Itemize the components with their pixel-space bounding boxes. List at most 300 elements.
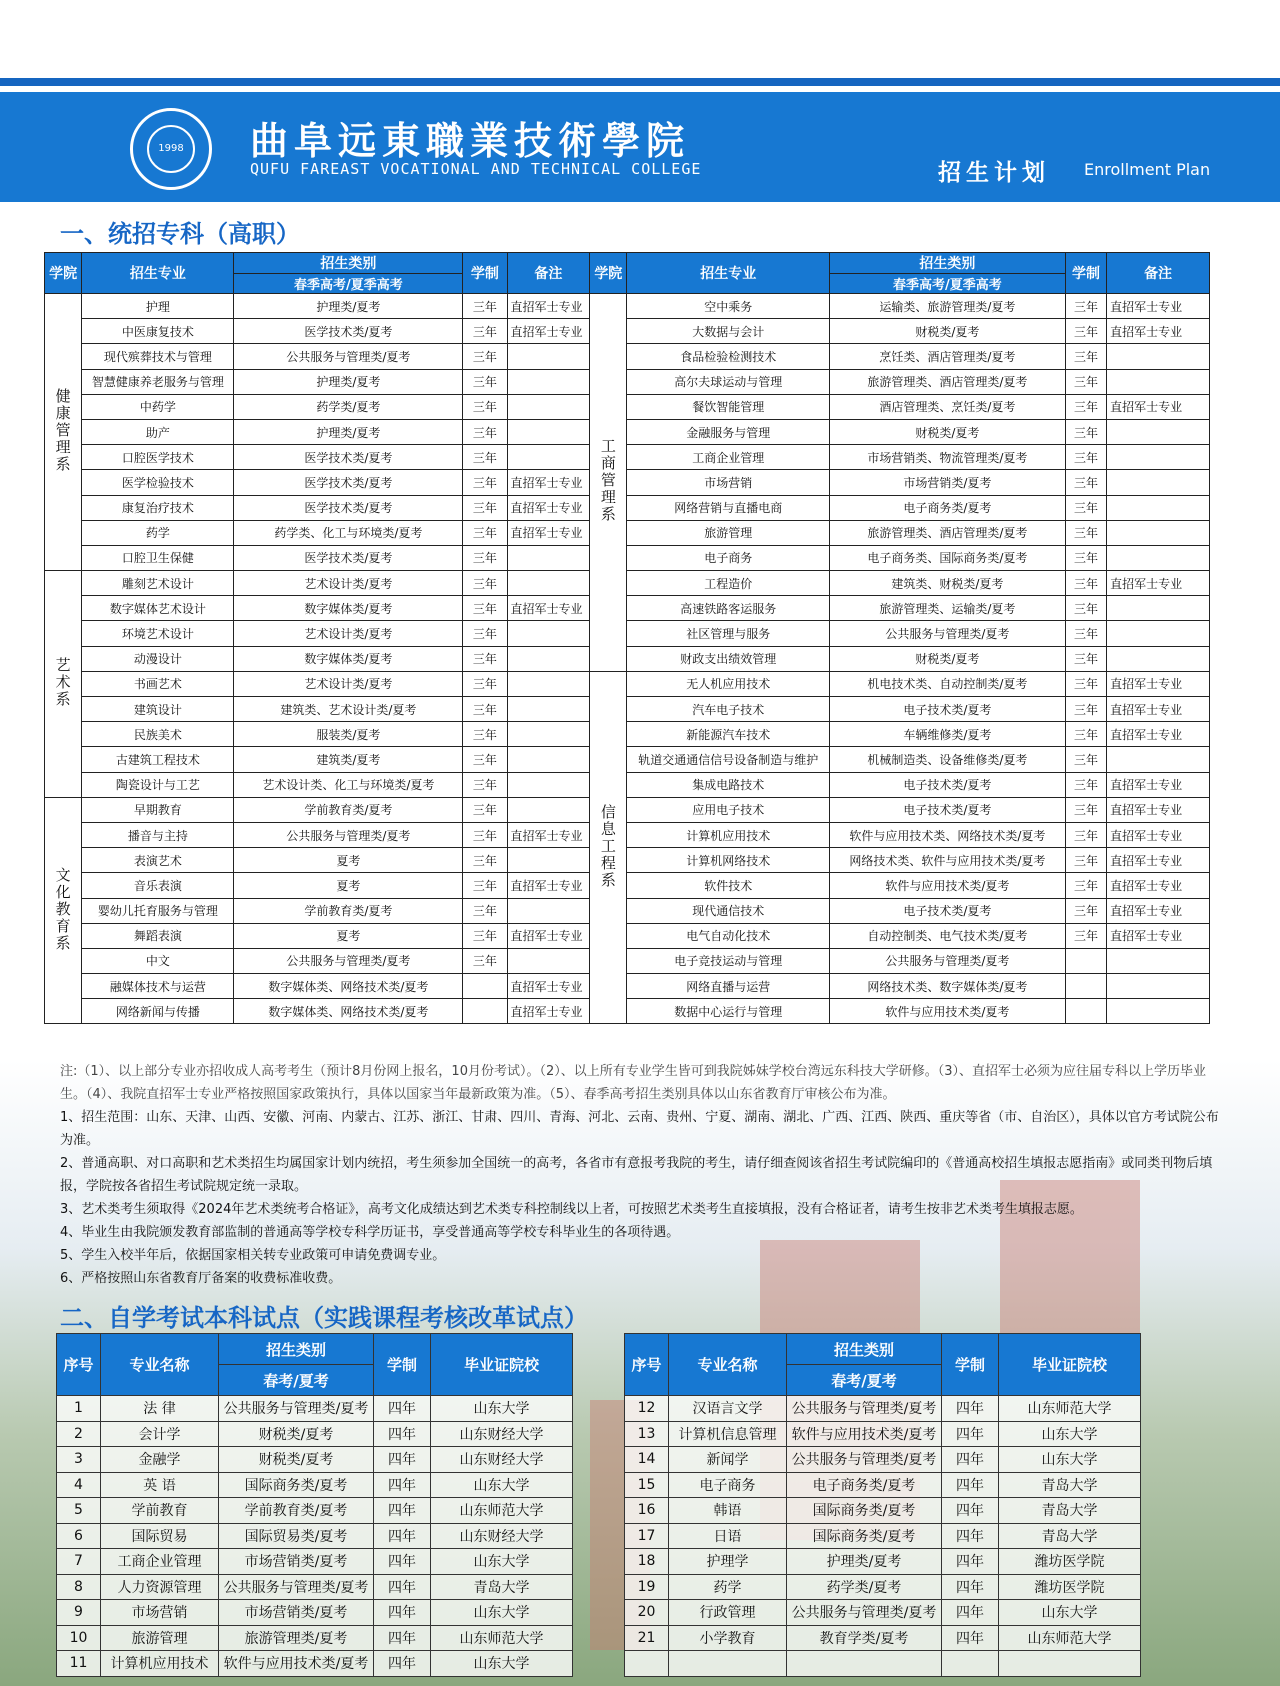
cell-no (625, 1651, 669, 1677)
cell-remark: 直招军士专业 (507, 520, 590, 545)
cell-remark (1107, 646, 1210, 671)
cell-major: 早期教育 (82, 797, 234, 822)
cell-school: 山东师范大学 (999, 1396, 1141, 1422)
cell-remark (507, 571, 590, 596)
table-row (45, 873, 1210, 898)
cell-years: 三年 (463, 923, 507, 948)
cell-category: 教育学类/夏考 (787, 1625, 942, 1651)
table-row (45, 419, 1210, 444)
cell-no: 3 (57, 1447, 101, 1473)
cell-category: 公共服务与管理类/夏考 (787, 1396, 942, 1422)
table-row (57, 1523, 573, 1549)
cell-years: 四年 (374, 1651, 431, 1677)
cell-remark (507, 671, 590, 696)
header-remark: 备注 (507, 253, 590, 294)
cell-category: 电子技术类/夏考 (830, 697, 1066, 722)
cell-category: 国际贸易类/夏考 (219, 1523, 374, 1549)
cell-major: 人力资源管理 (101, 1574, 219, 1600)
cell-category: 护理类/夏考 (234, 294, 463, 319)
cell-major: 高速铁路客运服务 (627, 596, 830, 621)
cell-major: 中文 (82, 948, 234, 973)
cell-years: 三年 (463, 671, 507, 696)
cell-category: 夏考 (234, 873, 463, 898)
cell-major (669, 1651, 787, 1677)
table-row (57, 1396, 573, 1422)
cell-major: 数据中心运行与管理 (627, 999, 830, 1024)
cell-years: 三年 (463, 495, 507, 520)
cell-category: 电子商务类/夏考 (787, 1472, 942, 1498)
cell-category: 网络技术类、软件与应用技术类/夏考 (830, 848, 1066, 873)
table-row (57, 1472, 573, 1498)
table-row (625, 1523, 1141, 1549)
cell-remark (1107, 470, 1210, 495)
cell-major: 婴幼儿托育服务与管理 (82, 898, 234, 923)
cell-category: 夏考 (234, 923, 463, 948)
cell-category: 电子技术类/夏考 (830, 898, 1066, 923)
cell-remark: 直招军士专业 (1107, 571, 1210, 596)
cell-major: 工商企业管理 (627, 445, 830, 470)
table-row (45, 722, 1210, 747)
cell-category: 电子技术类/夏考 (830, 772, 1066, 797)
cell-years: 三年 (463, 596, 507, 621)
cell-school: 青岛大学 (431, 1574, 573, 1600)
header-school: 毕业证院校 (999, 1334, 1141, 1396)
cell-remark (507, 445, 590, 470)
cell-school: 山东财经大学 (431, 1421, 573, 1447)
cell-remark (1107, 419, 1210, 444)
cell-major: 智慧健康养老服务与管理 (82, 369, 234, 394)
cell-remark (1107, 445, 1210, 470)
table-row (625, 1421, 1141, 1447)
cell-years: 三年 (463, 571, 507, 596)
plan-title-en: Enrollment Plan (1084, 160, 1211, 179)
cell-major: 工程造价 (627, 571, 830, 596)
cell-major: 韩语 (669, 1498, 787, 1524)
cell-remark (1107, 621, 1210, 646)
cell-years: 三年 (1065, 445, 1106, 470)
table-row (45, 470, 1210, 495)
cell-remark: 直招军士专业 (1107, 898, 1210, 923)
cell-years: 三年 (463, 697, 507, 722)
cell-category: 运输类、旅游管理类/夏考 (830, 294, 1066, 319)
cell-remark: 直招军士专业 (507, 999, 590, 1024)
cell-category: 艺术设计类、化工与环境类/夏考 (234, 772, 463, 797)
cell-major: 英 语 (101, 1472, 219, 1498)
cell-years: 三年 (1065, 621, 1106, 646)
plan-title-cn: 招生计划 (938, 160, 1050, 186)
table-row (45, 797, 1210, 822)
cell-remark: 直招军士专业 (1107, 319, 1210, 344)
cell-no: 10 (57, 1625, 101, 1651)
cell-major: 网络直播与运营 (627, 974, 830, 999)
cell-years: 四年 (942, 1396, 999, 1422)
table-row (45, 697, 1210, 722)
cell-years: 三年 (463, 646, 507, 671)
cell-major: 书画艺术 (82, 671, 234, 696)
cell-no: 12 (625, 1396, 669, 1422)
cell-remark (1107, 596, 1210, 621)
cell-category: 软件与应用技术类/夏考 (830, 999, 1066, 1024)
cell-no: 2 (57, 1421, 101, 1447)
cell-category: 软件与应用技术类、网络技术类/夏考 (830, 822, 1066, 847)
cell-category: 护理类/夏考 (234, 369, 463, 394)
table-row (625, 1498, 1141, 1524)
cell-years (463, 999, 507, 1024)
cell-years: 三年 (463, 948, 507, 973)
cell-category: 医学技术类/夏考 (234, 319, 463, 344)
cell-years: 三年 (1065, 419, 1106, 444)
cell-major: 陶瓷设计与工艺 (82, 772, 234, 797)
cell-years: 四年 (942, 1447, 999, 1473)
cell-years: 三年 (463, 822, 507, 847)
cell-no: 21 (625, 1625, 669, 1651)
cell-years: 三年 (463, 797, 507, 822)
cell-category: 服装类/夏考 (234, 722, 463, 747)
cell-major: 环境艺术设计 (82, 621, 234, 646)
notes-block (60, 1060, 1230, 1290)
cell-no: 14 (625, 1447, 669, 1473)
cell-school: 山东大学 (999, 1600, 1141, 1626)
cell-years: 四年 (374, 1600, 431, 1626)
cell-major: 市场营销 (101, 1600, 219, 1626)
cell-major: 口腔卫生保健 (82, 545, 234, 570)
table-row (57, 1651, 573, 1677)
cell-remark (507, 898, 590, 923)
department-name: 文化教育系 (53, 866, 72, 952)
cell-category: 医学技术类/夏考 (234, 445, 463, 470)
table-row (45, 646, 1210, 671)
cell-remark (1107, 974, 1210, 999)
cell-major: 行政管理 (669, 1600, 787, 1626)
cell-remark (1107, 344, 1210, 369)
cell-years: 三年 (1065, 873, 1106, 898)
cell-years: 四年 (374, 1498, 431, 1524)
cell-category: 医学技术类/夏考 (234, 495, 463, 520)
cell-remark (507, 394, 590, 419)
cell-years: 四年 (374, 1549, 431, 1575)
cell-no: 15 (625, 1472, 669, 1498)
cell-remark: 直招军士专业 (507, 495, 590, 520)
department-cell (45, 571, 82, 798)
cell-years (942, 1651, 999, 1677)
table-row (45, 923, 1210, 948)
cell-major: 康复治疗技术 (82, 495, 234, 520)
cell-school: 山东大学 (431, 1651, 573, 1677)
table-row (625, 1651, 1141, 1677)
table-row (45, 747, 1210, 772)
header-category: 招生类别 (787, 1334, 942, 1365)
table-row (625, 1574, 1141, 1600)
cell-major: 集成电路技术 (627, 772, 830, 797)
cell-remark (507, 344, 590, 369)
cell-major: 融媒体技术与运营 (82, 974, 234, 999)
cell-category: 电子技术类/夏考 (830, 797, 1066, 822)
cell-major: 无人机应用技术 (627, 671, 830, 696)
cell-years: 三年 (1065, 848, 1106, 873)
note-item: 2、普通高职、对口高职和艺术类招生均属国家计划内统招，考生须参加全国统一的高考，各省市有意报考我院的考生，请仔细查阅该省招生考试院编印的《普通高校招生填报志愿指南》或同类刊物后填报，学院按各省招生考试院规定统一录取。 (60, 1156, 1213, 1194)
cell-school: 山东财经大学 (431, 1447, 573, 1473)
cell-years: 三年 (1065, 596, 1106, 621)
cell-category: 市场营销类、物流管理类/夏考 (830, 445, 1066, 470)
cell-school: 山东师范大学 (431, 1625, 573, 1651)
cell-category: 机电技术类、自动控制类/夏考 (830, 671, 1066, 696)
cell-category: 公共服务与管理类/夏考 (219, 1396, 374, 1422)
cell-major: 旅游管理 (627, 520, 830, 545)
cell-category: 车辆维修类/夏考 (830, 722, 1066, 747)
cell-remark (507, 646, 590, 671)
cell-category: 公共服务与管理类/夏考 (830, 948, 1066, 973)
table-row (45, 621, 1210, 646)
note-item: 5、学生入校半年后，依据国家相关转专业政策可申请免费调专业。 (60, 1248, 446, 1263)
cell-years: 三年 (463, 545, 507, 570)
cell-years: 三年 (463, 394, 507, 419)
cell-remark (1107, 545, 1210, 570)
cell-category: 建筑类/夏考 (234, 747, 463, 772)
logo-year: 1998 (147, 125, 195, 173)
selfexam-table-left (56, 1333, 573, 1677)
department-name: 艺术系 (53, 656, 72, 708)
cell-years: 三年 (1065, 495, 1106, 520)
cell-years: 三年 (1065, 394, 1106, 419)
cell-years: 四年 (942, 1600, 999, 1626)
table-row (625, 1549, 1141, 1575)
cell-major: 计算机网络技术 (627, 848, 830, 873)
table-row (57, 1498, 573, 1524)
header-remark: 备注 (1107, 253, 1210, 294)
cell-years: 三年 (1065, 822, 1106, 847)
note-item: 3、艺术类考生须取得《2024年艺术类统考合格证》，高考文化成绩达到艺术类专科控制线以上者，可按照艺术类考生直接填报，没有合格证者，请考生按非艺术类考生填报志愿。 (60, 1202, 1083, 1217)
cell-major: 表演艺术 (82, 848, 234, 873)
cell-years: 四年 (374, 1574, 431, 1600)
cell-remark (1107, 747, 1210, 772)
table-row (45, 294, 1210, 319)
header-years: 学制 (1065, 253, 1106, 294)
cell-years (1065, 948, 1106, 973)
cell-major: 小学教育 (669, 1625, 787, 1651)
cell-remark: 直招军士专业 (1107, 822, 1210, 847)
cell-years: 三年 (1065, 571, 1106, 596)
cell-major: 护理 (82, 294, 234, 319)
table-row (57, 1447, 573, 1473)
cell-category: 艺术设计类/夏考 (234, 621, 463, 646)
cell-major: 计算机信息管理 (669, 1421, 787, 1447)
header-category-sub: 春季高考/夏季高考 (234, 274, 463, 294)
cell-category: 国际商务类/夏考 (787, 1523, 942, 1549)
header-category: 招生类别 (234, 253, 463, 274)
table-row (625, 1600, 1141, 1626)
cell-school: 山东师范大学 (999, 1625, 1141, 1651)
cell-years (463, 974, 507, 999)
cell-category: 公共服务与管理类/夏考 (234, 822, 463, 847)
college-name-cn: 曲阜远東職業技術學院 (250, 118, 691, 163)
cell-category: 软件与应用技术类/夏考 (830, 873, 1066, 898)
cell-category: 学前教育类/夏考 (234, 898, 463, 923)
cell-years: 四年 (374, 1472, 431, 1498)
cell-category: 财税类/夏考 (830, 646, 1066, 671)
cell-category: 建筑类、艺术设计类/夏考 (234, 697, 463, 722)
cell-school: 山东大学 (431, 1549, 573, 1575)
selfexam-table-right (624, 1333, 1141, 1677)
cell-years: 三年 (463, 722, 507, 747)
cell-category: 网络技术类、数字媒体类/夏考 (830, 974, 1066, 999)
table-row (45, 948, 1210, 973)
department-name: 健康管理系 (53, 388, 72, 474)
cell-years: 三年 (1065, 369, 1106, 394)
cell-school: 青岛大学 (999, 1523, 1141, 1549)
cell-school: 山东财经大学 (431, 1523, 573, 1549)
table-row (45, 974, 1210, 999)
cell-years (1065, 974, 1106, 999)
cell-remark: 直招军士专业 (507, 873, 590, 898)
cell-years: 三年 (463, 520, 507, 545)
cell-major: 社区管理与服务 (627, 621, 830, 646)
department-name: 工商管理系 (598, 438, 617, 524)
table-row (45, 394, 1210, 419)
header-category-sub: 春季高考/夏季高考 (830, 274, 1066, 294)
cell-major: 药学 (669, 1574, 787, 1600)
cell-major: 中医康复技术 (82, 319, 234, 344)
table-row (45, 898, 1210, 923)
cell-remark: 直招军士专业 (1107, 797, 1210, 822)
cell-major: 中药学 (82, 394, 234, 419)
cell-school (999, 1651, 1141, 1677)
cell-remark (507, 797, 590, 822)
cell-no: 4 (57, 1472, 101, 1498)
cell-remark (507, 697, 590, 722)
table-row (45, 495, 1210, 520)
cell-remark (507, 621, 590, 646)
cell-years: 四年 (942, 1472, 999, 1498)
cell-major: 计算机应用技术 (101, 1651, 219, 1677)
header-category: 招生类别 (830, 253, 1066, 274)
cell-category: 护理类/夏考 (234, 419, 463, 444)
top-rule (0, 78, 1280, 86)
cell-years: 三年 (463, 873, 507, 898)
cell-category: 数字媒体类、网络技术类/夏考 (234, 999, 463, 1024)
cell-no: 11 (57, 1651, 101, 1677)
cell-major: 国际贸易 (101, 1523, 219, 1549)
table-row (625, 1396, 1141, 1422)
table-row (45, 369, 1210, 394)
cell-no: 20 (625, 1600, 669, 1626)
cell-years: 四年 (942, 1625, 999, 1651)
cell-remark: 直招军士专业 (1107, 873, 1210, 898)
cell-years: 三年 (1065, 898, 1106, 923)
cell-major: 金融服务与管理 (627, 419, 830, 444)
cell-major: 高尔夫球运动与管理 (627, 369, 830, 394)
cell-major: 财政支出绩效管理 (627, 646, 830, 671)
cell-major: 空中乘务 (627, 294, 830, 319)
header-category: 招生类别 (219, 1334, 374, 1365)
header-years: 学制 (374, 1334, 431, 1396)
cell-remark (507, 419, 590, 444)
cell-category: 酒店管理类、烹饪类/夏考 (830, 394, 1066, 419)
cell-category: 市场营销类/夏考 (219, 1600, 374, 1626)
header-category-sub: 春考/夏考 (787, 1365, 942, 1396)
cell-years: 三年 (1065, 797, 1106, 822)
cell-school: 潍坊医学院 (999, 1574, 1141, 1600)
table-row (57, 1549, 573, 1575)
cell-remark: 直招军士专业 (1107, 697, 1210, 722)
cell-category: 数字媒体类/夏考 (234, 596, 463, 621)
cell-school: 青岛大学 (999, 1472, 1141, 1498)
cell-category: 药学类/夏考 (234, 394, 463, 419)
cell-school: 潍坊医学院 (999, 1549, 1141, 1575)
table-row (625, 1447, 1141, 1473)
cell-category: 旅游管理类、酒店管理类/夏考 (830, 520, 1066, 545)
section1-title: 一、统招专科（高职） (60, 220, 300, 248)
cell-years: 三年 (1065, 344, 1106, 369)
cell-major: 学前教育 (101, 1498, 219, 1524)
table-row (57, 1421, 573, 1447)
cell-no: 7 (57, 1549, 101, 1575)
cell-category: 数字媒体类、网络技术类/夏考 (234, 974, 463, 999)
cell-years: 三年 (1065, 294, 1106, 319)
cell-remark (507, 545, 590, 570)
cell-years: 四年 (374, 1447, 431, 1473)
cell-years: 三年 (1065, 646, 1106, 671)
cell-remark (507, 722, 590, 747)
note-item: 4、毕业生由我院颁发教育部监制的普通高等学校专科学历证书，享受普通高等学校专科毕业生的各项待遇。 (60, 1225, 680, 1240)
header-category-sub: 春考/夏考 (219, 1365, 374, 1396)
cell-major: 法 律 (101, 1396, 219, 1422)
cell-school: 山东师范大学 (431, 1498, 573, 1524)
table-row (45, 445, 1210, 470)
department-cell (45, 294, 82, 571)
table-row (45, 571, 1210, 596)
note-item: 6、严格按照山东省教育厅备案的收费标准收费。 (60, 1271, 342, 1286)
cell-major: 旅游管理 (101, 1625, 219, 1651)
header-school: 毕业证院校 (431, 1334, 573, 1396)
cell-remark (1107, 948, 1210, 973)
cell-years: 三年 (463, 470, 507, 495)
college-logo (130, 108, 212, 190)
cell-category: 公共服务与管理类/夏考 (234, 344, 463, 369)
cell-remark: 直招军士专业 (507, 294, 590, 319)
cell-no: 13 (625, 1421, 669, 1447)
table-row (57, 1574, 573, 1600)
cell-category: 烹饪类、酒店管理类/夏考 (830, 344, 1066, 369)
table-row (45, 772, 1210, 797)
college-name-en: QUFU FAREAST VOCATIONAL AND TECHNICAL COLLEGE (250, 160, 702, 178)
cell-remark: 直招军士专业 (1107, 923, 1210, 948)
cell-category: 软件与应用技术类/夏考 (787, 1421, 942, 1447)
notes-remark: 注:（1）、以上部分专业亦招收成人高考考生（预计8月份网上报名，10月份考试）。（2）、以上所有专业学生皆可到我院姊妹学校台湾远东科技大学研修。（3）、直招军士必须为应往届专科以上学历毕业生。（4）、我院直招军士专业严格按照国家政策执行，具体以国家当年最新政策为准。（5）、春季高考招生类别具体以山东省教育厅审核公布为准。 (60, 1064, 1207, 1102)
cell-category: 国际商务类/夏考 (219, 1472, 374, 1498)
cell-years: 三年 (463, 319, 507, 344)
header-years: 学制 (942, 1334, 999, 1396)
header-college: 学院 (45, 253, 82, 294)
table-row (45, 822, 1210, 847)
cell-years: 三年 (1065, 671, 1106, 696)
cell-years: 三年 (1065, 697, 1106, 722)
cell-school: 山东大学 (431, 1472, 573, 1498)
cell-years: 三年 (463, 294, 507, 319)
cell-major: 雕刻艺术设计 (82, 571, 234, 596)
cell-major: 现代殡葬技术与管理 (82, 344, 234, 369)
cell-major: 药学 (82, 520, 234, 545)
cell-category: 数字媒体类/夏考 (234, 646, 463, 671)
cell-years: 三年 (1065, 772, 1106, 797)
cell-years: 三年 (463, 419, 507, 444)
cell-major: 应用电子技术 (627, 797, 830, 822)
header-major: 专业名称 (669, 1334, 787, 1396)
cell-major: 电子商务 (627, 545, 830, 570)
cell-remark: 直招军士专业 (507, 974, 590, 999)
cell-years: 三年 (463, 621, 507, 646)
cell-major: 汉语言文学 (669, 1396, 787, 1422)
cell-no: 5 (57, 1498, 101, 1524)
